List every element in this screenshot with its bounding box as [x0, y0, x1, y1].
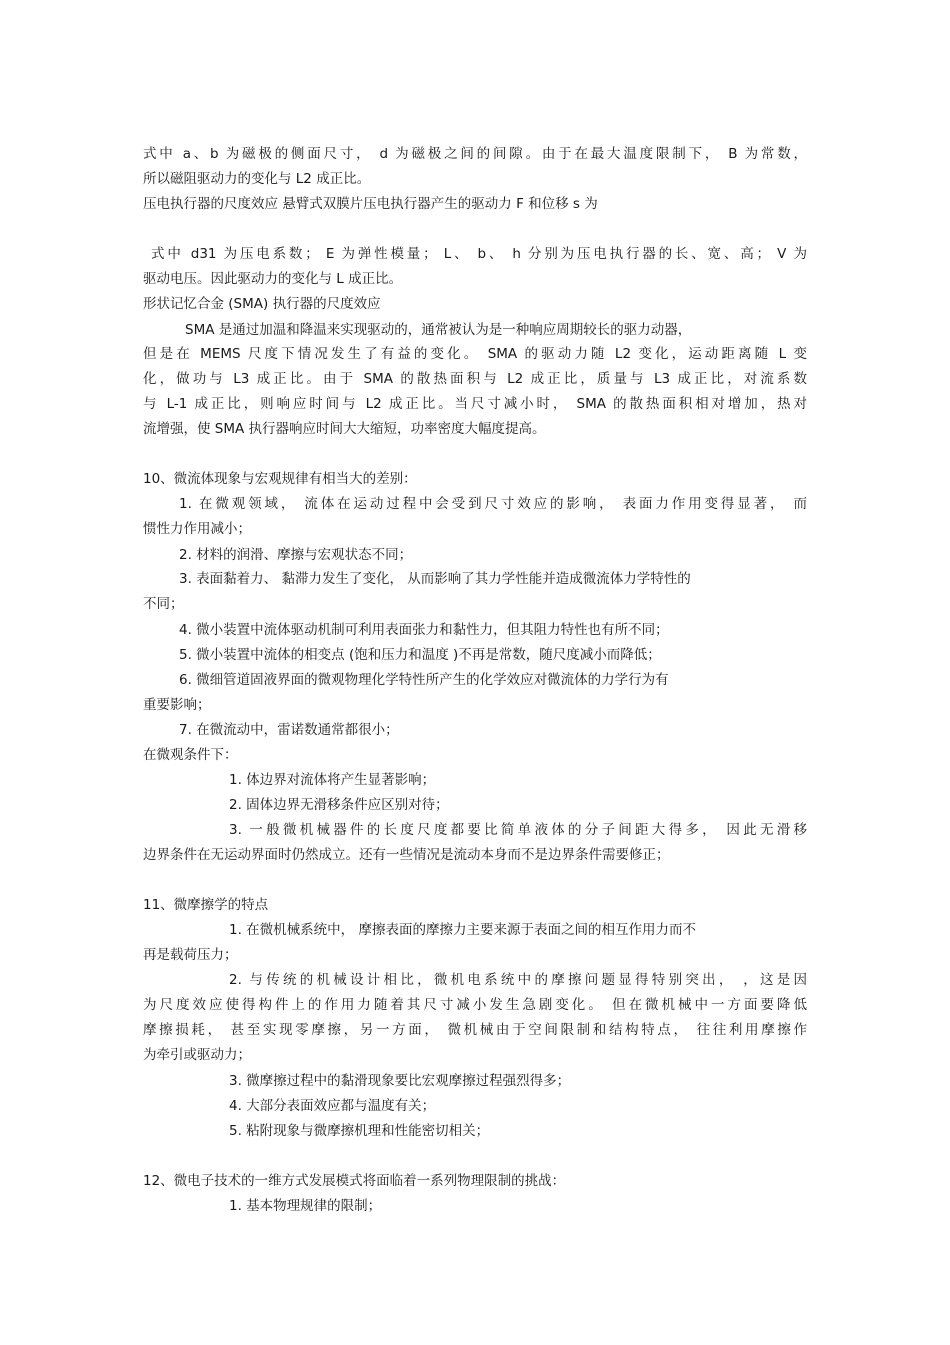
text-line: 1. 在微机械系统中， 摩擦表面的摩擦力主要来源于表面之间的相互作用力而不: [229, 922, 696, 938]
text-line: 不同；: [143, 596, 184, 612]
text-line: 在微观条件下：: [143, 747, 238, 763]
text-line: 6. 微细管道固液界面的微观物理化学特性所产生的化学效应对微流体的力学行为有: [179, 672, 669, 688]
text-line: 流增强，使 SMA 执行器响应时间大大缩短，功率密度大幅度提高。: [143, 421, 546, 437]
text-line: 11、微摩擦学的特点: [143, 897, 269, 913]
text-line: 形状记忆合金 (SMA) 执行器的尺度效应: [143, 296, 381, 312]
text-line: 惯性力作用减小；: [143, 521, 251, 537]
text-line: 12、微电子技术的一维方式发展模式将面临着一系列物理限制的挑战：: [143, 1173, 566, 1189]
text-line: 5. 微小装置中流体的相变点 (饱和压力和温度 )不再是常数，随尺度减小而降低；: [179, 647, 661, 663]
text-line: 但是在 MEMS 尺度下情况发生了有益的变化。 SMA 的驱动力随 L2 变化，运动距离随 L 变: [143, 346, 807, 362]
text-line: 所以磁阻驱动力的变化与 L2 成正比。: [143, 171, 371, 187]
text-line: 2. 固体边界无滑移条件应区别对待；: [229, 797, 449, 813]
text-line: 式中 d31 为压电系数； E 为弹性模量； L、 b、 h 分别为压电执行器的长、宽、高； V 为: [151, 246, 807, 262]
text-line: SMA 是通过加温和降温来实现驱动的，通常被认为是一种响应周期较长的驱力动器，: [185, 322, 692, 338]
text-line: 1. 体边界对流体将产生显著影响；: [229, 772, 436, 788]
text-line: 10、微流体现象与宏观规律有相当大的差别：: [143, 471, 417, 487]
text-line: 4. 微小装置中流体驱动机制可利用表面张力和黏性力，但其阻力特性也有所不同；: [179, 622, 669, 638]
text-line: 4. 大部分表面效应都与温度有关；: [229, 1098, 436, 1114]
text-line: 3. 一般微机械器件的长度尺度都要比简单液体的分子间距大得多， 因此无滑移: [229, 822, 807, 838]
text-line: 为牵引或驱动力；: [143, 1047, 251, 1063]
text-line: 重要影响；: [143, 697, 211, 713]
text-line: 5. 粘附现象与微摩擦机理和性能密切相关；: [229, 1123, 490, 1139]
text-line: 1. 在微观领域， 流体在运动过程中会受到尺寸效应的影响， 表面力作用变得显著， 而: [179, 496, 807, 512]
text-line: 2. 材料的润滑、摩擦与宏观状态不同；: [179, 547, 413, 563]
text-line: 再是载荷压力；: [143, 947, 238, 963]
text-line: 边界条件在无运动界面时仍然成立。还有一些情况是流动本身而不是边界条件需要修正；: [143, 847, 670, 863]
text-line: 摩擦损耗， 甚至实现零摩擦，另一方面， 微机械由于空间限制和结构特点， 往往利用摩擦作: [143, 1022, 807, 1038]
text-line: 3. 微摩擦过程中的黏滑现象要比宏观摩擦过程强烈得多；: [229, 1073, 571, 1089]
text-line: 与 L-1 成正比，则响应时间与 L2 成正比。当尺寸减小时， SMA 的散热面积相对增加，热对: [143, 396, 807, 412]
text-line: 1. 基本物理规律的限制；: [229, 1198, 382, 1214]
text-line: 式中 a、b 为磁极的侧面尺寸， d 为磁极之间的间隙。由于在最大温度限制下， B 为常数，: [143, 146, 807, 162]
text-line: 3. 表面黏着力、 黏滞力发生了变化， 从而影响了其力学性能并造成微流体力学特性的: [179, 571, 691, 587]
text-line: 压电执行器的尺度效应 悬臂式双膜片压电执行器产生的驱动力 F 和位移 s 为: [143, 196, 598, 212]
text-line: 驱动电压。因此驱动力的变化与 L 成正比。: [143, 271, 403, 287]
text-line: 7. 在微流动中，雷诺数通常都很小；: [179, 722, 399, 738]
text-line: 化，做功与 L3 成正比。由于 SMA 的散热面积与 L2 成正比，质量与 L3 成正比，对流系数: [143, 371, 807, 387]
text-line: 2. 与传统的机械设计相比，微机电系统中的摩擦问题显得特别突出， ，这是因: [229, 972, 807, 988]
text-line: 为尺度效应使得构件上的作用力随着其尺寸减小发生急剧变化。 但在微机械中一方面要降低: [143, 997, 807, 1013]
